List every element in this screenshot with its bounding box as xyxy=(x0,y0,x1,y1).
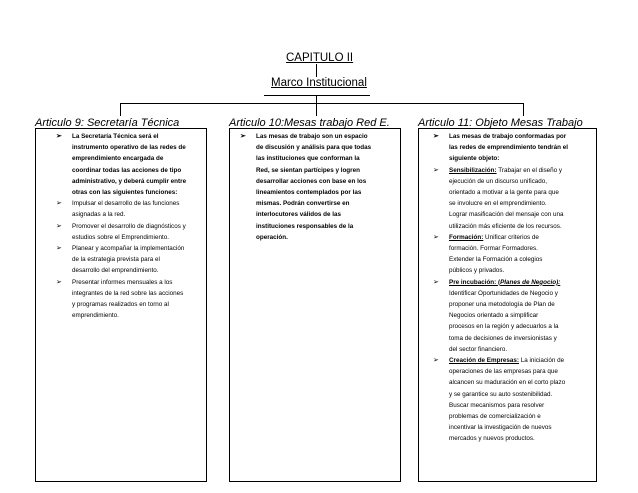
item-line: emprendimiento encargada de xyxy=(72,155,164,163)
item-line: públicos y privados. xyxy=(449,267,505,275)
arrow-bullet-icon: ➢ xyxy=(56,278,62,286)
article-9-prefix: Articulo 9: xyxy=(35,117,87,129)
item-line: Buscar mecanismos para resolver xyxy=(449,401,545,409)
item-line: emprendimiento. xyxy=(72,312,119,320)
item-line: La Secretaría Técnica será el xyxy=(72,133,159,140)
list-item xyxy=(433,232,593,277)
list-item xyxy=(433,131,593,165)
item-line: orientado a motivar a la gente para que xyxy=(449,189,559,197)
item-line: estudios sobre el Emprendimiento. xyxy=(72,233,169,241)
chapter-title: CAPITULO II xyxy=(286,52,354,64)
item-line: desarrollar acciones con base en los xyxy=(256,177,367,185)
arrow-bullet-icon: ➢ xyxy=(433,357,439,365)
arrow-bullet-icon: ➢ xyxy=(433,166,439,174)
item-line: problemas de comercialización e xyxy=(449,413,541,421)
article-10-prefix: Articulo 10: xyxy=(229,117,285,129)
arrow-bullet-icon: ➢ xyxy=(433,133,439,140)
article-11-list xyxy=(433,131,593,445)
arrow-bullet-icon: ➢ xyxy=(56,222,62,230)
item-line: integrantes de la red sobre las acciones xyxy=(72,289,184,297)
list-item xyxy=(56,277,204,322)
arrow-bullet-icon: ➢ xyxy=(56,133,62,140)
connector-vertical-mid xyxy=(316,95,317,103)
item-line: instrumento operativo de las redes de xyxy=(72,144,186,152)
item-label-italic: Planes de Negocio): xyxy=(500,278,561,286)
item-line: utilización más eficiente de los recursos. xyxy=(449,222,562,230)
item-line: Promover el desarrollo de diagnósticos y xyxy=(72,222,186,230)
list-item xyxy=(433,277,593,355)
item-line: operación. xyxy=(256,233,288,241)
item-line: de la estrategia prevista para el xyxy=(72,256,160,264)
item-line: procesos en la región y adecuarlos a la xyxy=(449,323,559,331)
article-10-list xyxy=(240,131,396,243)
item-line: Red, se sientan partícipes y logren xyxy=(256,166,360,174)
item-line: y se garantice su auto sostenibilidad. xyxy=(449,390,553,398)
article-11-title: Objeto Mesas Trabajo xyxy=(475,117,583,129)
item-line: mismas. Podrán convertirse en xyxy=(256,200,350,208)
item-line: lineamientos contemplados por las xyxy=(256,189,362,197)
item-line: Identificar Oportunidades de Negocio y xyxy=(449,289,558,297)
item-line: Extender la Formación a colegios xyxy=(449,256,543,264)
item-line: instituciones responsables de la xyxy=(256,222,354,230)
item-line: Planear y acompañar la implementación xyxy=(72,245,185,253)
item-line: Lograr masificación del mensaje con una xyxy=(449,211,564,219)
arrow-bullet-icon: ➢ xyxy=(433,233,439,241)
connector-horizontal xyxy=(120,103,523,104)
item-line: mercados y nuevos productos. xyxy=(449,435,535,443)
item-line: administrativo, y deberá cumplir entre xyxy=(72,177,187,185)
list-item xyxy=(56,198,204,220)
article-9-title: Secretaría Técnica xyxy=(86,117,180,129)
item-line: de discusión y análisis para que todas xyxy=(256,144,372,152)
item-label: Creación de Empresas: xyxy=(449,357,519,365)
item-line: incentivar la investigación de nuevos xyxy=(449,424,552,432)
connector-right-drop xyxy=(523,103,524,116)
section-subtitle: Marco Institucional xyxy=(271,77,367,89)
item-line: proponer una metodología de Plan de xyxy=(449,301,555,309)
item-label: Sensibilización: xyxy=(449,166,497,174)
item-line: otras con las siguientes funciones: xyxy=(72,189,178,197)
item-line: siguiente objeto: xyxy=(449,155,500,163)
list-item xyxy=(433,355,593,445)
item-line: operaciones de las empresas para que xyxy=(449,368,558,376)
connector-center-drop xyxy=(316,103,317,116)
article-11-prefix: Articulo 11: xyxy=(418,117,476,129)
item-label: Formación: xyxy=(449,233,484,241)
connector-left-drop xyxy=(120,103,121,116)
item-line: las redes de emprendimiento tendrán el xyxy=(449,144,568,152)
list-item xyxy=(56,221,204,243)
item-line: formación. Formar Formadores. xyxy=(449,245,538,253)
item-line: las instituciones que conforman la xyxy=(256,155,360,163)
item-line: interlocutores válidos de las xyxy=(256,211,342,219)
item-line: Presentar informes mensuales a los xyxy=(72,278,173,286)
article-10-title: Mesas trabajo Red E. xyxy=(284,117,390,129)
list-item xyxy=(56,243,204,277)
item-line: La iniciación de xyxy=(519,357,565,365)
item-line: se involucre en el emprendimiento. xyxy=(449,200,547,208)
item-line: ejecución de un discurso unificado, xyxy=(449,177,548,185)
item-line: Trabajar en el diseño y xyxy=(496,166,563,174)
item-line: Impulsar el desarrollo de las funciones xyxy=(72,200,180,208)
list-item xyxy=(56,131,204,198)
arrow-bullet-icon: ➢ xyxy=(56,245,62,253)
item-line: asignadas a la red. xyxy=(72,211,126,219)
item-line: Negocios orientado a simplificar xyxy=(449,312,539,320)
arrow-bullet-icon: ➢ xyxy=(56,200,62,208)
item-line: del sector financiero. xyxy=(449,345,508,353)
list-item xyxy=(240,131,396,243)
arrow-bullet-icon: ➢ xyxy=(433,278,439,286)
item-line: Unificar criterios de xyxy=(483,233,539,241)
arrow-bullet-icon: ➢ xyxy=(240,133,246,140)
item-line: alcancen su maduración en el corto plazo xyxy=(449,379,566,387)
article-9-list xyxy=(56,131,204,321)
subtitle-rule xyxy=(264,95,370,96)
list-item xyxy=(433,165,593,232)
item-line: coordinar todas las acciones de tipo xyxy=(72,166,182,174)
item-line: toma de decisiones de inversionistas y xyxy=(449,334,557,342)
item-line: Las mesas de trabajo conformadas por xyxy=(449,133,567,140)
item-label: Pre incubación: ( xyxy=(449,278,501,286)
item-line: Las mesas de trabajo son un espacio xyxy=(256,133,368,140)
item-line: desarrollo del emprendimiento. xyxy=(72,267,159,275)
item-line: y programas realizados en torno al xyxy=(72,301,169,309)
connector-vertical-top xyxy=(316,64,317,77)
